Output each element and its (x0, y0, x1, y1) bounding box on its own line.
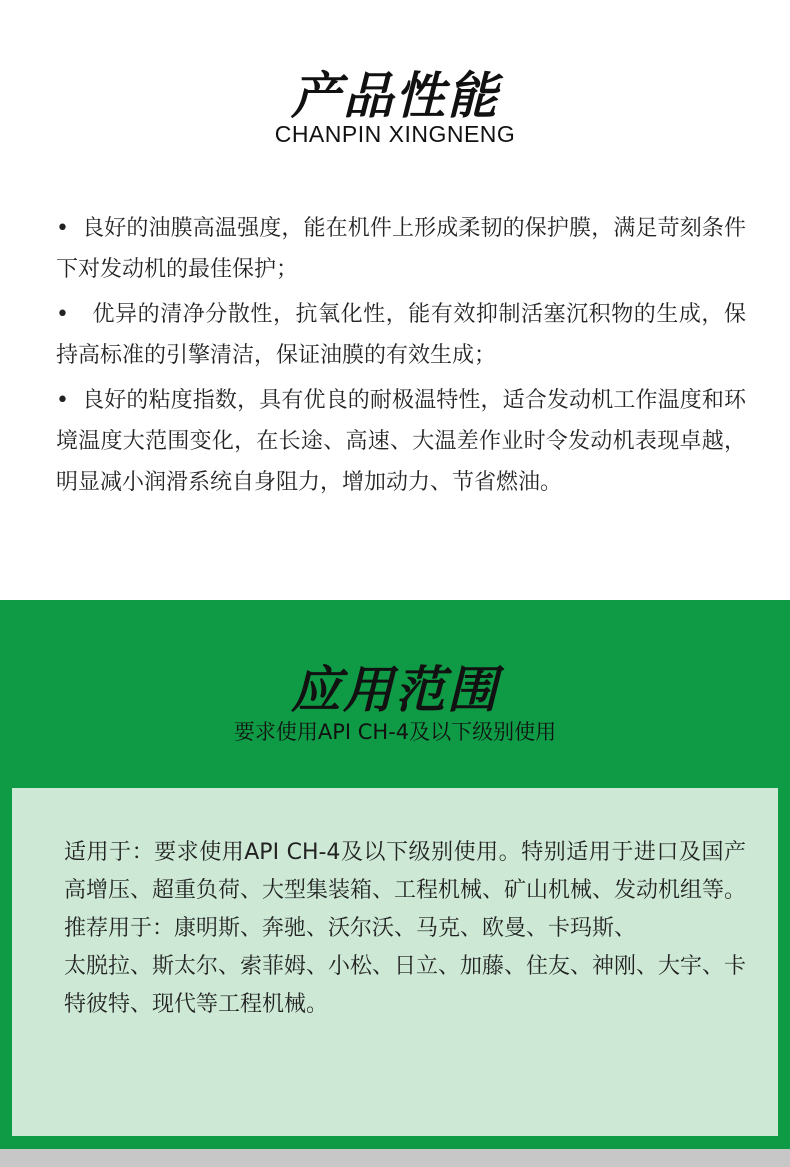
bullet-dot-icon: • (56, 302, 69, 327)
bullet-text: 良好的油膜高温强度，能在机件上形成柔韧的保护膜，满足苛刻条件下对发动机的最佳保护； (56, 216, 746, 282)
application-subtitle: 要求使用API CH-4及以下级别使用 (233, 720, 557, 744)
performance-title: 产品性能 (291, 67, 499, 125)
performance-bullet (56, 380, 746, 503)
performance-bullet (56, 294, 746, 376)
bullet-text: 良好的粘度指数，具有优良的耐极温特性，适合发动机工作温度和环境温度大范围变化，在长途、高速、大温差作业时令发动机表现卓越，明显减小润滑系统自身阻力，增加动力、节省燃油。 (56, 388, 746, 495)
bullet-text: 优异的清净分散性，抗氧化性，能有效抑制活塞沉积物的生成，保持高标准的引擎清洁，保证油膜的有效生成； (56, 302, 746, 368)
application-title: 应用范围 (291, 661, 499, 719)
application-scope-section (0, 600, 790, 1167)
application-detail-panel (12, 788, 778, 1136)
application-detail-text (64, 834, 746, 1024)
application-paragraph: 太脱拉、斯太尔、索菲姆、小松、日立、加藤、住友、神刚、大宇、卡特彼特、现代等工程机械。 (64, 954, 747, 1017)
bottom-divider (0, 1149, 790, 1167)
performance-bullet-list (56, 208, 746, 507)
bullet-dot-icon: • (56, 388, 69, 413)
performance-subtitle: CHANPIN XINGNENG (274, 121, 516, 147)
performance-bullet (56, 208, 746, 290)
application-paragraph: 适用于：要求使用API CH-4及以下级别使用。特别适用于进口及国产高增压、超重负荷、大型集装箱、工程机械、矿山机械、发动机组等。 (64, 840, 747, 903)
bullet-dot-icon: • (56, 216, 69, 241)
application-paragraph: 推荐用于：康明斯、奔驰、沃尔沃、马克、欧曼、卡玛斯、 (64, 916, 637, 941)
